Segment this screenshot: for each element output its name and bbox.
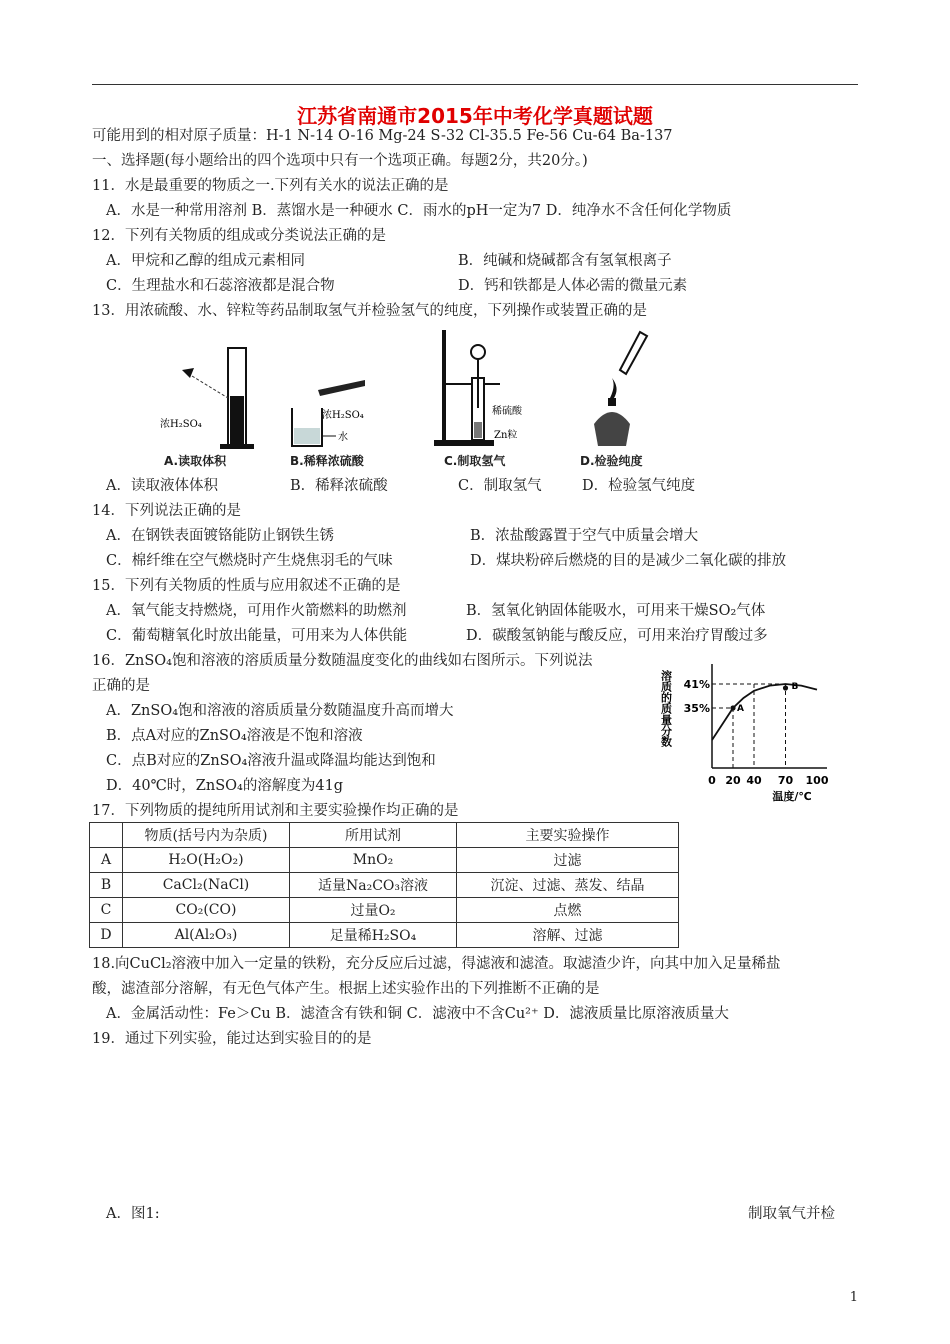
table-cell: B: [90, 873, 123, 898]
table-cell: 过量O₂: [290, 898, 457, 923]
table-cell: Al(Al₂O₃): [123, 923, 290, 948]
q16-option-a: A．ZnSO₄饱和溶液的溶质质量分数随温度升高而增大: [106, 703, 454, 719]
table-cell: D: [90, 923, 123, 948]
table-header-cell: [90, 823, 123, 848]
table-cell: 沉淀、过滤、蒸发、结晶: [457, 873, 679, 898]
q15-option-d: D．碳酸氢钠能与酸反应，可用来治疗胃酸过多: [466, 628, 768, 644]
table-row: [90, 873, 679, 898]
table-header-cell: 物质(括号内为杂质): [123, 823, 290, 848]
page-number: 1: [849, 1290, 858, 1305]
q15-stem: 15．下列有关物质的性质与应用叙述不正确的是: [92, 578, 401, 594]
q13-stem: 13．用浓硫酸、水、锌粒等药品制取氢气并检验氢气的纯度，下列操作或装置正确的是: [92, 303, 647, 319]
fig-a-label-h2so4: 浓H₂SO₄: [160, 419, 202, 430]
q13-option-a: A．读取液体体积: [106, 478, 218, 494]
solubility-curve: [712, 684, 817, 740]
q13-option-c: C．制取氢气: [458, 478, 542, 494]
table-row: [90, 848, 679, 873]
y-tick-label-41: 41%: [683, 678, 710, 691]
chart-ylabel: 溶质的质量分数: [659, 670, 673, 747]
table-cell: A: [90, 848, 123, 873]
q14-option-b: B．浓盐酸露置于空气中质量会增大: [470, 528, 699, 544]
q16-stem-1: 16．ZnSO₄饱和溶液的溶质质量分数随温度变化的曲线如右图所示。下列说法: [92, 653, 593, 669]
q16-option-d: D．40℃时，ZnSO₄的溶解度为41g: [106, 778, 344, 794]
q16-option-b: B．点A对应的ZnSO₄溶液是不饱和溶液: [106, 728, 363, 744]
q17-table: [89, 822, 679, 948]
table-cell: CaCl₂(NaCl): [123, 873, 290, 898]
table-cell: MnO₂: [290, 848, 457, 873]
table-cell: 适量Na₂CO₃溶液: [290, 873, 457, 898]
fig-a-cylinder: [182, 348, 254, 449]
header-rule: [92, 84, 858, 85]
fig-c-apparatus: [434, 330, 500, 446]
x-tick-label-100: 100: [805, 774, 829, 787]
q14-option-a: A．在钢铁表面镀铬能防止钢铁生锈: [106, 528, 334, 544]
q16-stem-2: 正确的是: [92, 678, 150, 694]
q12-option-c: C．生理盐水和石蕊溶液都是混合物: [106, 278, 335, 294]
x-tick-label-70: 70: [777, 774, 794, 787]
q16-option-c: C．点B对应的ZnSO₄溶液升温或降温均能达到饱和: [106, 753, 436, 769]
table-header-cell: 主要实验操作: [457, 823, 679, 848]
fig-c-label-zn: Zn粒: [494, 430, 518, 441]
point-b: [783, 685, 788, 690]
q19-option-a-right: 制取氧气并检: [748, 1206, 835, 1222]
table-header-cell: 所用试剂: [290, 823, 457, 848]
fig-b-caption: B.稀释浓硫酸: [290, 454, 364, 468]
q15-option-b: B．氢氧化钠固体能吸水，可用来干燥SO₂气体: [466, 603, 766, 619]
q18-stem-1: 18.向CuCl₂溶液中加入一定量的铁粉，充分反应后过滤，得滤液和滤渣。取滤渣少许，向其中加入足量稀盐: [92, 956, 781, 972]
q17-stem: 17．下列物质的提纯所用试剂和主要实验操作均正确的是: [92, 803, 459, 819]
fig-c-label-dilute: 稀硫酸: [492, 406, 522, 417]
x-tick-label-0: 0: [708, 774, 716, 787]
chart-xlabel: 温度/℃: [772, 790, 812, 803]
fig-c-caption: C.制取氢气: [444, 454, 506, 468]
q11-stem: 11．水是最重要的物质之一.下列有关水的说法正确的是: [92, 178, 449, 194]
q16-solubility-chart: [659, 660, 838, 804]
q13-option-b: B．稀释浓硫酸: [290, 478, 388, 494]
q12-stem: 12．下列有关物质的组成或分类说法正确的是: [92, 228, 386, 244]
point-a-label: A: [737, 704, 744, 714]
q11-options: A．水是一种常用溶剂 B．蒸馏水是一种硬水 C．雨水的pH一定为7 D．纯净水不含任何化学物质: [106, 203, 732, 219]
q19-stem: 19．通过下列实验，能过达到实验目的的是: [92, 1031, 372, 1047]
q14-stem: 14．下列说法正确的是: [92, 503, 241, 519]
fig-b-label-h2so4: 浓H₂SO₄: [322, 410, 364, 421]
q12-option-d: D．钙和铁都是人体必需的微量元素: [458, 278, 688, 294]
fig-d-caption: D.检验纯度: [580, 454, 643, 468]
atomic-masses: 可能用到的相对原子质量：H-1 N-14 O-16 Mg-24 S-32 Cl-35.5 Fe-56 Cu-64 Ba-137: [92, 128, 673, 144]
q12-option-a: A．甲烷和乙醇的组成元素相同: [106, 253, 305, 269]
q14-option-c: C．棉纤维在空气燃烧时产生烧焦羽毛的气味: [106, 553, 393, 569]
y-tick-label-35: 35%: [683, 702, 710, 715]
q15-option-a: A．氧气能支持燃烧，可用作火箭燃料的助燃剂: [106, 603, 407, 619]
page-title: 江苏省南通市2015年中考化学真题试题: [297, 104, 653, 128]
q18-options: A．金属活动性：Fe＞Cu B．滤渣含有铁和铜 C．滤液中不含Cu²⁺ D．滤液质量比原溶液质量大: [106, 1006, 729, 1022]
q14-option-d: D．煤块粉碎后燃烧的目的是减少二氧化碳的排放: [470, 553, 787, 569]
fig-a-caption: A.读取体积: [164, 454, 227, 468]
table-row: [90, 898, 679, 923]
q18-stem-2: 酸，滤渣部分溶解，有无色气体产生。根据上述实验作出的下列推断不正确的是: [92, 981, 600, 997]
table-cell: 足量稀H₂SO₄: [290, 923, 457, 948]
point-b-label: B: [791, 682, 799, 692]
table-cell: 过滤: [457, 848, 679, 873]
section-heading: 一、选择题(每小题给出的四个选项中只有一个选项正确。每题2分，共20分。): [92, 153, 588, 169]
q19-option-a-left: A．图1:: [106, 1206, 160, 1222]
table-cell: H₂O(H₂O₂): [123, 848, 290, 873]
x-tick-label-20: 20: [725, 774, 741, 787]
q13-option-d: D．检验氢气纯度: [582, 478, 696, 494]
table-cell: C: [90, 898, 123, 923]
table-cell: CO₂(CO): [123, 898, 290, 923]
fig-b-label-water: 水: [338, 432, 348, 443]
q15-option-c: C．葡萄糖氧化时放出能量，可用来为人体供能: [106, 628, 408, 644]
point-a: [730, 705, 735, 710]
table-row: [90, 923, 679, 948]
table-header-row: [90, 823, 679, 848]
fig-d-lamp: [594, 332, 647, 446]
table-cell: 点燃: [457, 898, 679, 923]
table-cell: 溶解、过滤: [457, 923, 679, 948]
q12-option-b: B．纯碱和烧碱都含有氢氧根离子: [458, 253, 672, 269]
x-tick-label-40: 40: [746, 774, 762, 787]
